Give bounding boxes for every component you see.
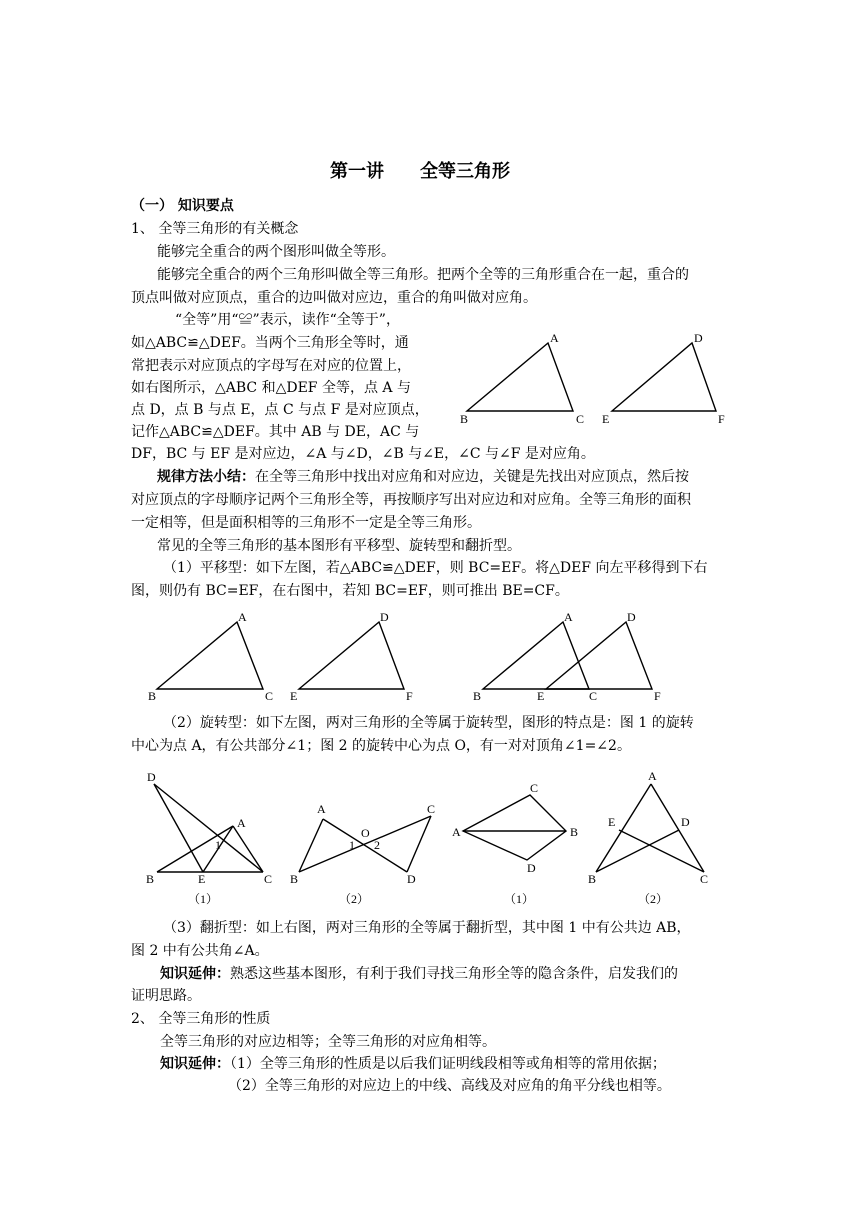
paragraph-3-line5: 点 D，点 B 与点 E，点 C 与点 F 是对应顶点， bbox=[131, 402, 429, 418]
label-b: B bbox=[460, 412, 469, 426]
paragraph-3-line6: 记作△ABC≌△DEF。其中 AB 与 DE，AC 与 bbox=[131, 424, 420, 440]
paragraph-3-line1: “全等”用“≌”表示，读作“全等于”， bbox=[175, 312, 400, 328]
extension1-label: 知识延伸： bbox=[160, 966, 230, 982]
paragraph-3-line2: 如△ABC≌△DEF。当两个三角形全等时，通 bbox=[131, 335, 409, 351]
label-c: C bbox=[530, 781, 539, 795]
angle-2-label: 2 bbox=[374, 838, 380, 852]
label-o: O bbox=[361, 826, 370, 840]
caption-fold-1: （1） bbox=[504, 892, 535, 906]
caption-fold-2: （2） bbox=[638, 892, 669, 906]
label-c: C bbox=[700, 872, 709, 886]
fold-line1: （3）翻折型：如上右图，两对三角形的全等属于翻折型，其中图 1 中有公共边 AB， bbox=[163, 920, 691, 936]
label-f: F bbox=[406, 689, 413, 703]
caption-rotation-2: （2） bbox=[339, 892, 370, 906]
extension1-line2: 证明思路。 bbox=[131, 988, 201, 1004]
extension2-text: （1）全等三角形的性质是以后我们证明线段相等或角相等的常用依据； bbox=[230, 1056, 666, 1072]
rotation-line1: （2）旋转型：如下左图，两对三角形的全等属于旋转型，图形的特点是：图 1 的旋转 bbox=[163, 715, 694, 731]
label-d: D bbox=[694, 331, 703, 345]
label-f: F bbox=[654, 689, 661, 703]
label-b: B bbox=[473, 689, 482, 703]
property-text: 全等三角形的对应边相等；全等三角形的对应角相等。 bbox=[160, 1034, 496, 1050]
label-c: C bbox=[265, 689, 274, 703]
paragraph-2-line1: 能够完全重合的两个三角形叫做全等三角形。把两个全等的三角形重合在一起，重合的 bbox=[157, 267, 689, 283]
item2-heading: 2、 全等三角形的性质 bbox=[131, 1011, 271, 1027]
label-d: D bbox=[380, 610, 389, 624]
label-d: D bbox=[681, 815, 690, 829]
page-title: 第一讲 全等三角形 bbox=[330, 161, 510, 182]
fold-line2: 图 2 中有公共角∠A。 bbox=[131, 943, 269, 959]
translation-line1: （1）平移型：如下左图，若△ABC≌△DEF，则 BC=EF。将△DEF 向左平移得到下右 bbox=[163, 560, 708, 576]
label-e: E bbox=[198, 872, 206, 886]
angle-1-label: 1 bbox=[215, 838, 221, 852]
label-e: E bbox=[290, 689, 298, 703]
extension1-text: 熟悉这些基本图形，有利于我们寻找三角形全等的隐含条件，启发我们的 bbox=[230, 966, 678, 982]
paragraph-3-line3: 常把表示对应顶点的字母写在对应的位置上， bbox=[131, 358, 411, 374]
segment-ac bbox=[233, 826, 263, 872]
label-e: E bbox=[537, 689, 545, 703]
summary-line3: 一定相等，但是面积相等的三角形不一定是全等三角形。 bbox=[131, 515, 481, 531]
label-b: B bbox=[148, 689, 157, 703]
segment-ab bbox=[157, 826, 233, 872]
label-b: B bbox=[588, 872, 597, 886]
label-a: A bbox=[317, 802, 326, 816]
summary-label: 规律方法小结： bbox=[157, 469, 255, 485]
label-d: D bbox=[147, 770, 156, 784]
label-b: B bbox=[290, 872, 299, 886]
extension2-line2: （2）全等三角形的对应边上的中线、高线及对应角的角平分线也相等。 bbox=[228, 1078, 671, 1094]
label-a: A bbox=[550, 331, 559, 345]
label-d: D bbox=[407, 872, 416, 886]
label-e: E bbox=[602, 412, 610, 426]
label-c: C bbox=[264, 872, 273, 886]
summary-text: 在全等三角形中找出对应角和对应边，关键是先找出对应顶点，然后按 bbox=[255, 469, 689, 485]
label-c: C bbox=[589, 689, 598, 703]
summary-line2: 对应顶点的字母顺序记两个三角形全等，再按顺序写出对应边和对应角。全等三角形的面积 bbox=[131, 492, 691, 508]
paragraph-1: 能够完全重合的两个图形叫做全等形。 bbox=[157, 244, 395, 260]
segment-dc bbox=[154, 784, 263, 872]
item1-heading: 1、 全等三角形的有关概念 bbox=[131, 221, 299, 237]
caption-rotation-1: （1） bbox=[188, 892, 219, 906]
label-b: B bbox=[570, 825, 579, 839]
label-d: D bbox=[527, 861, 536, 875]
translation-line2: 图，则仍有 BC=EF，在右图中，若知 BC=EF，则可推出 BE=CF。 bbox=[131, 583, 569, 599]
label-e: E bbox=[608, 815, 616, 829]
quadrilateral-acbd bbox=[463, 795, 566, 860]
paragraph-2-line2: 顶点叫做对应顶点，重合的边叫做对应边，重合的角叫做对应角。 bbox=[131, 290, 537, 306]
label-b: B bbox=[146, 872, 155, 886]
label-c: C bbox=[576, 412, 585, 426]
common-types: 常见的全等三角形的基本图形有平移型、旋转型和翻折型。 bbox=[157, 538, 521, 554]
angle-1-label: 1 bbox=[349, 838, 355, 852]
label-a: A bbox=[238, 610, 247, 624]
label-a: A bbox=[564, 610, 573, 624]
paragraph-3-line7: DF，BC 与 EF 是对应边，∠A 与∠D，∠B 与∠E，∠C 与∠F 是对应角。 bbox=[131, 446, 595, 462]
label-a: A bbox=[648, 769, 657, 783]
rotation-line2: 中心为点 A，有公共部分∠1；图 2 的旋转中心为点 O，有一对对顶角∠1=∠2。 bbox=[131, 738, 631, 754]
extension2-label: 知识延伸： bbox=[160, 1056, 230, 1072]
label-d: D bbox=[627, 610, 636, 624]
label-a: A bbox=[237, 816, 246, 830]
paragraph-3-line4: 如右图所示，△ABC 和△DEF 全等，点 A 与 bbox=[131, 380, 411, 396]
label-a: A bbox=[452, 825, 461, 839]
label-c: C bbox=[427, 802, 436, 816]
section-heading: （一） 知识要点 bbox=[131, 198, 234, 214]
label-f: F bbox=[718, 412, 725, 426]
